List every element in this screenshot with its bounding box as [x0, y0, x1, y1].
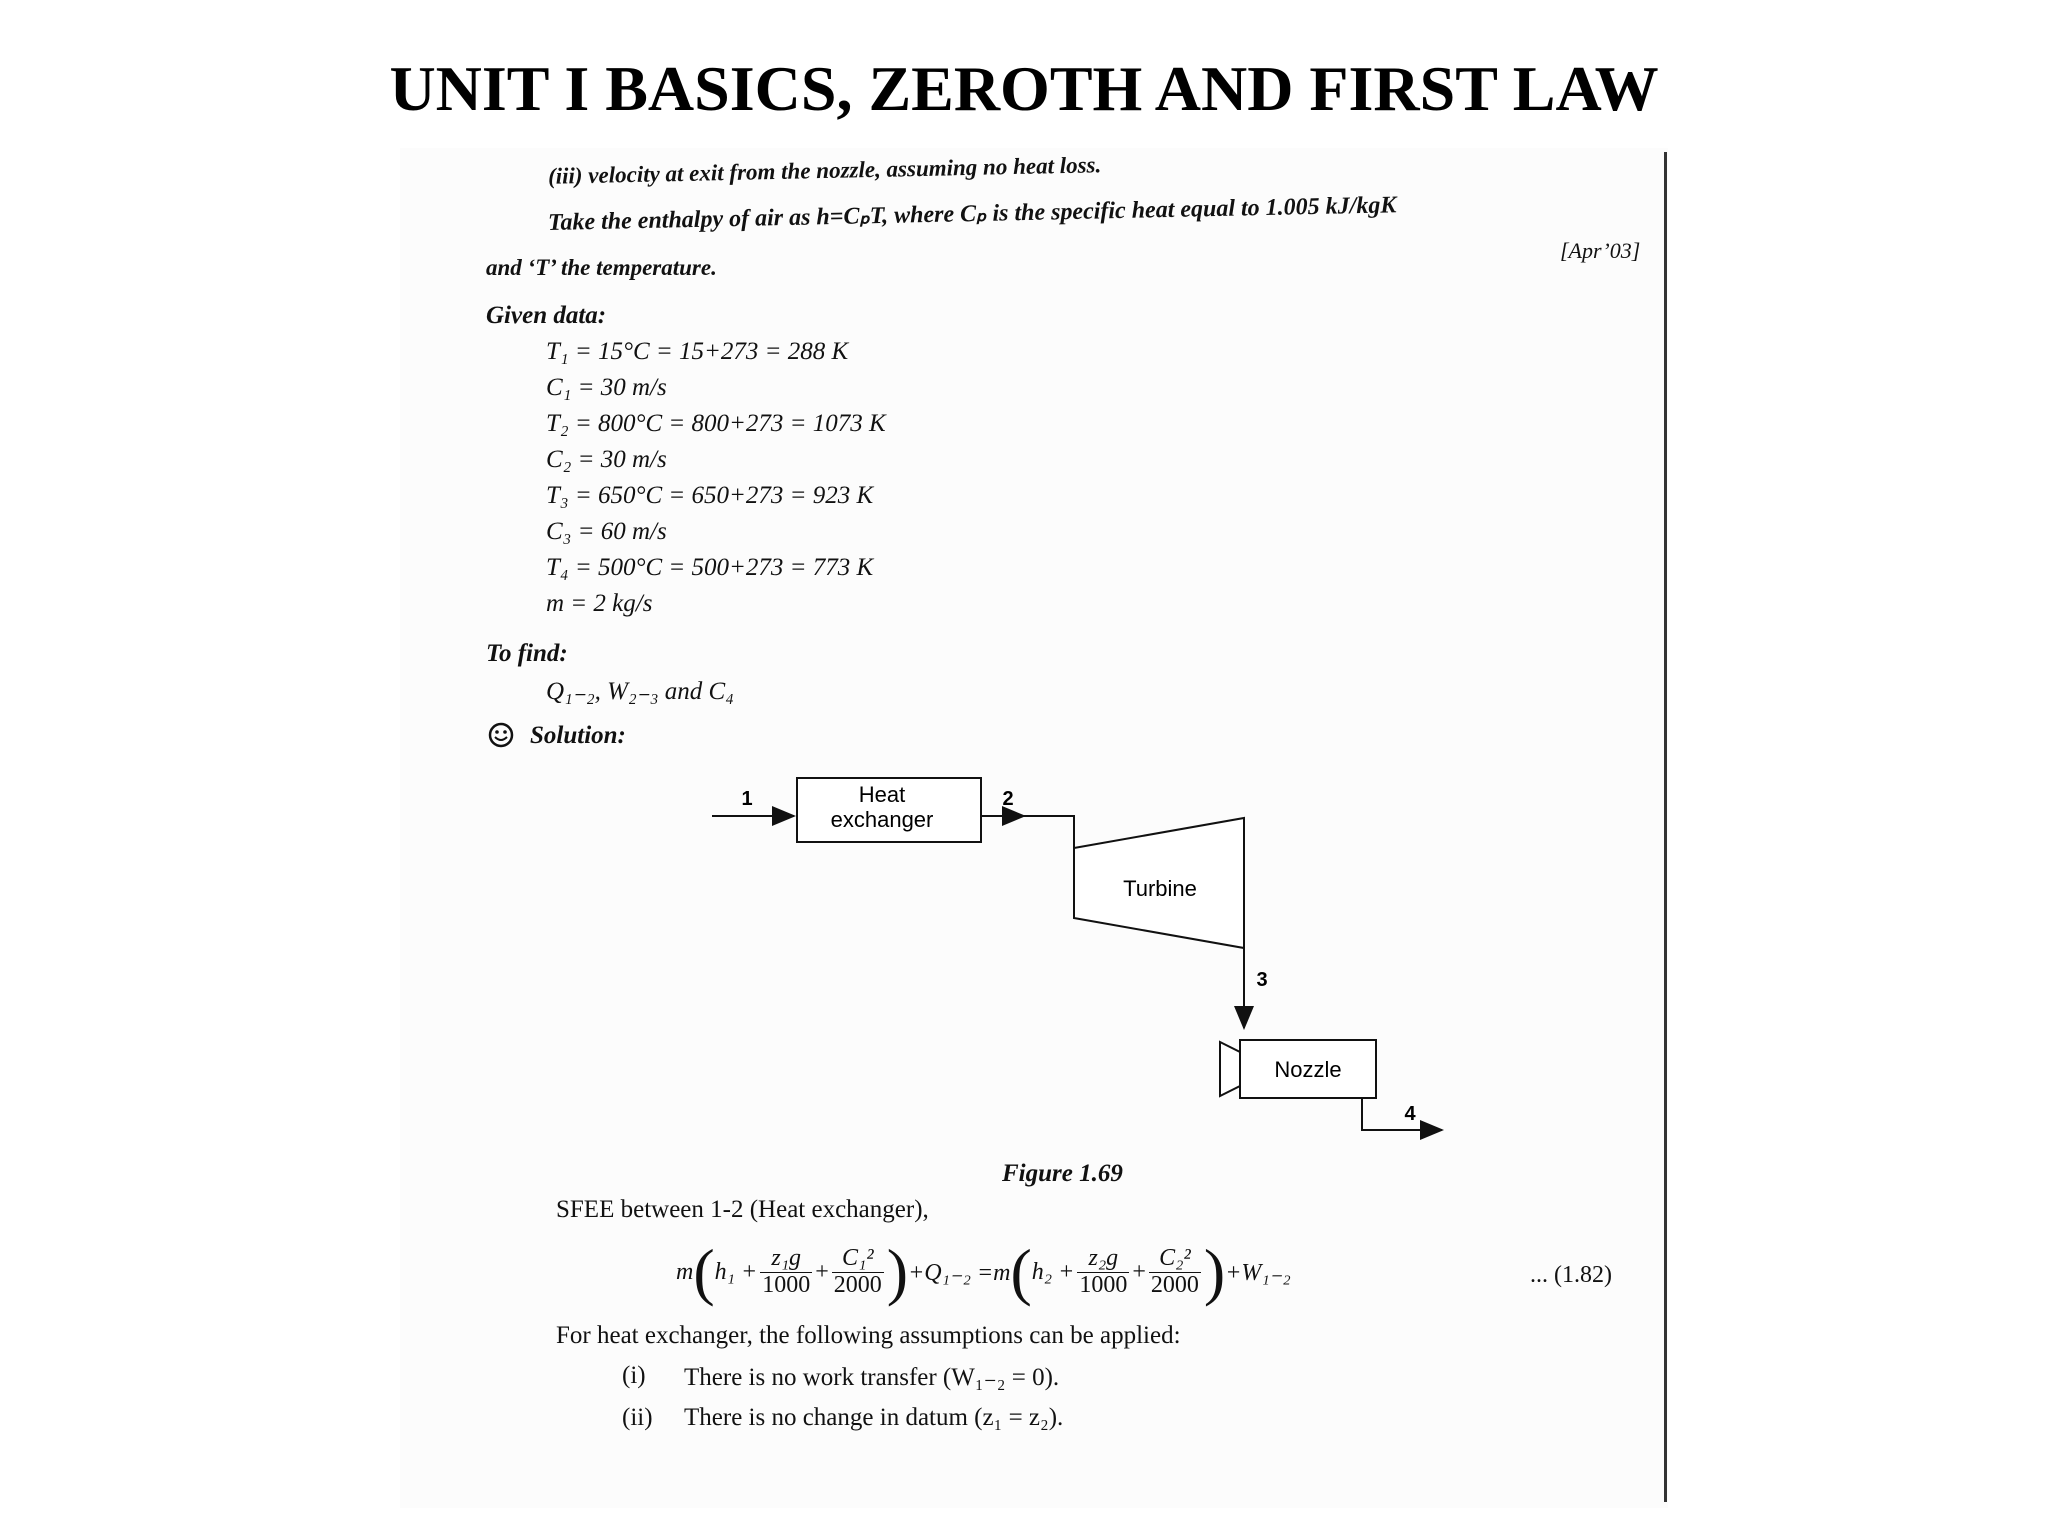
eq-m: m: [676, 1258, 694, 1285]
assumptions-intro: For heat exchanger, the following assumptions can be applied:: [556, 1322, 1181, 1349]
eq-paren-close: ): [886, 1236, 909, 1307]
pipe-2-to-turbine: [1024, 816, 1074, 848]
figure-caption: Figure 1.69: [1002, 1160, 1123, 1187]
given-item: m = 2 kg/s: [546, 590, 653, 617]
eq-h1: h₁ +: [714, 1258, 758, 1285]
state-1-label: 1: [741, 788, 753, 810]
state-3-label: 3: [1256, 969, 1268, 991]
nozzle-label: Nozzle: [1274, 1057, 1342, 1082]
turbine-label: Turbine: [1123, 876, 1197, 901]
eq-paren-close: ): [1203, 1236, 1226, 1307]
intro-line-2: Take the enthalpy of air as h=CₚT, where Cₚ is the specific heat equal to 1.005 kJ/kgK: [547, 192, 1397, 236]
given-item: T₂ = 800°C = 800+273 = 1073 K: [546, 410, 886, 437]
given-item: T₃ = 650°C = 650+273 = 923 K: [546, 482, 874, 509]
sfee-equation: [676, 1236, 1291, 1307]
heat-exchanger-label-2: exchanger: [830, 807, 934, 832]
eq-frac-kinetic-1: $\frac{\text{C₁²}}{2000}$: [833, 1245, 882, 1298]
sfee-heading: SFEE between 1-2 (Heat exchanger),: [556, 1196, 929, 1223]
eq-plus: +: [815, 1258, 829, 1285]
assumption-text: There is no work transfer (W₁₋₂ = 0).: [684, 1364, 1060, 1391]
eq-paren-open: (: [693, 1236, 715, 1307]
given-heading: Given data:: [486, 302, 607, 329]
reference-date: [Apr’03]: [1560, 238, 1641, 263]
assumption-label: (ii): [622, 1404, 653, 1431]
intro-line-1: (iii) velocity at exit from the nozzle, assuming no heat loss.: [547, 152, 1102, 189]
given-item: T₁ = 15°C = 15+273 = 288 K: [546, 338, 849, 365]
eq-q12: +Q₁₋₂ =m: [908, 1259, 1011, 1286]
eq-frac-potential-2: $\frac{\text{z₂g}}{1000}$: [1079, 1245, 1128, 1298]
given-item: C₂ = 30 m/s: [546, 446, 667, 473]
state-4-label: 4: [1404, 1103, 1416, 1125]
outlet-pipe: [1362, 1098, 1442, 1130]
to-find-text: Q₁₋₂, W₂₋₃ and C₄: [546, 678, 734, 705]
eq-paren-open: (: [1010, 1236, 1032, 1307]
equation-number: ... (1.82): [1530, 1262, 1612, 1288]
given-item: C₁ = 30 m/s: [546, 374, 667, 401]
given-item: C₃ = 60 m/s: [546, 518, 667, 545]
eq-plus: +: [1132, 1258, 1146, 1285]
eq-frac-kinetic-2: $\frac{\text{C₂²}}{2000}$: [1150, 1245, 1199, 1298]
given-item: T₄ = 500°C = 500+273 = 773 K: [546, 554, 874, 581]
slide-title: UNIT I BASICS, ZEROTH AND FIRST LAW: [389, 53, 1659, 124]
to-find-heading: To find:: [486, 640, 568, 667]
assumption-label: (i): [622, 1362, 646, 1389]
eq-h2: h₂ +: [1031, 1258, 1075, 1285]
solution-heading: Solution:: [530, 722, 626, 749]
intro-line-3: and ‘T’ the temperature.: [486, 255, 717, 280]
eq-frac-potential-1: $\frac{\text{z₁g}}{1000}$: [762, 1245, 811, 1298]
nozzle-throat: [1220, 1042, 1240, 1096]
eq-w12: +W₁₋₂: [1225, 1259, 1291, 1286]
state-2-label: 2: [1002, 788, 1014, 810]
heat-exchanger-label-1: Heat: [858, 782, 906, 807]
assumption-text: There is no change in datum (z₁ = z₂).: [684, 1404, 1064, 1431]
